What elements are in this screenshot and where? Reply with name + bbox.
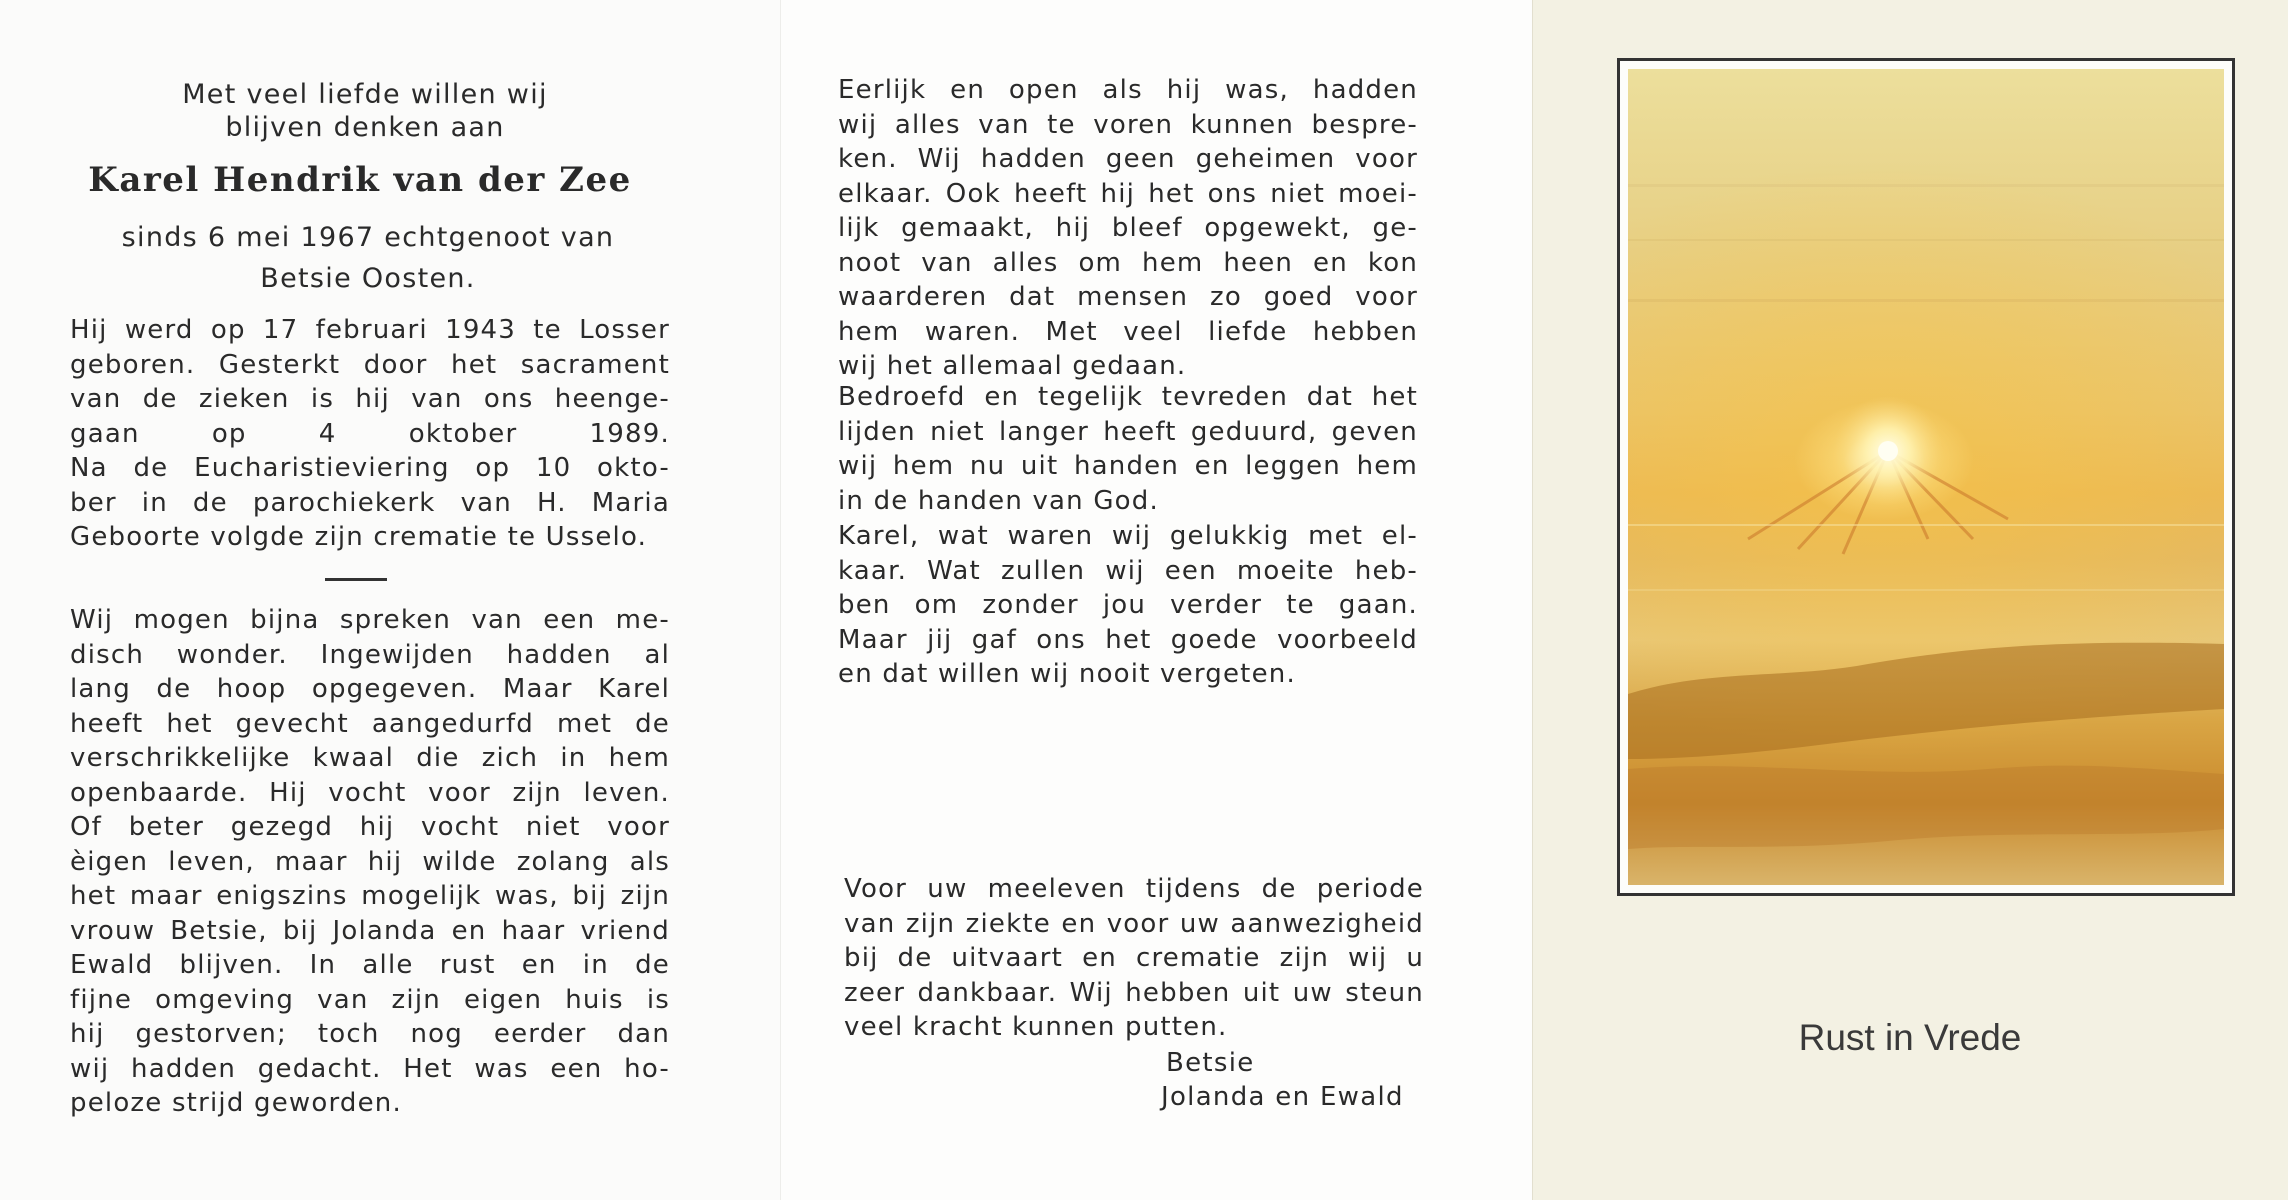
text-line: en dat willen wij nooit vergeten.	[838, 659, 1296, 689]
text-line: verschrikkelijke kwaal die zich in hem	[70, 743, 670, 773]
heading-line-1: Met veel liefde willen wij	[182, 79, 548, 110]
section-divider	[325, 578, 387, 581]
card-left-panel	[0, 0, 780, 1200]
text-line: zeer dankbaar. Wij hebben uit uw steun	[844, 977, 1424, 1008]
text-line: Maar jij gaf ons het goede voorbeeld	[838, 624, 1418, 655]
text-line: Bedroefd en tegelijk tevreden dat het	[838, 382, 1418, 412]
text-line: Voor uw meeleven tijdens de periode	[844, 874, 1424, 904]
text-line: van de zieken is hij van ons heenge-	[70, 384, 670, 414]
text-line: lijk gemaakt, hij bleef opgewekt, ge-	[838, 213, 1418, 243]
text-line: Na de Eucharistieviering op 10 okto-	[70, 453, 670, 483]
text-line: noot van alles om hem heen en kon	[838, 247, 1418, 278]
signature-jolanda-ewald: Jolanda en Ewald	[1161, 1082, 1404, 1112]
text-line: van zijn ziekte en voor uw aanwezigheid	[844, 908, 1424, 939]
text-line: geboren. Gesterkt door het sacrament	[70, 349, 670, 380]
rust-in-vrede-caption: Rust in Vrede	[1798, 1017, 2022, 1058]
text-line: ken. Wij hadden geen geheimen voor	[838, 144, 1418, 174]
text-line: kaar. Wat zullen wij een moeite heb-	[838, 555, 1418, 586]
text-line: Geboorte volgde zijn crematie te Usselo.	[70, 522, 648, 552]
remembrance-paragraph-3	[838, 519, 1418, 692]
text-line: wij hadden gedacht. Het was een ho-	[70, 1053, 670, 1084]
photo-frame	[1617, 58, 2235, 896]
text-line: veel kracht kunnen putten.	[844, 1012, 1228, 1042]
text-line: waarderen dat mensen zo goed voor	[838, 282, 1418, 312]
text-line: elkaar. Ook heeft hij het ons niet moei-	[838, 178, 1418, 209]
text-line: hem waren. Met veel liefde hebben	[838, 316, 1418, 347]
text-line: Hij werd op 17 februari 1943 te Losser	[70, 315, 670, 345]
text-line: ber in de parochiekerk van H. Maria	[70, 487, 670, 518]
thanks-paragraph	[844, 872, 1424, 1045]
biography-paragraph	[70, 313, 670, 555]
text-line: wij het allemaal gedaan.	[838, 351, 1187, 381]
text-line: èigen leven, maar hij wilde zolang als	[70, 846, 670, 877]
text-line: in de handen van God.	[838, 485, 1159, 516]
text-line: wij hem nu uit handen en leggen hem	[838, 451, 1418, 481]
text-line: heeft het gevecht aangedurfd met de	[70, 708, 670, 739]
text-line: lijden niet langer heeft geduurd, geven	[838, 416, 1418, 447]
text-line: fijne omgeving van zijn eigen huis is	[70, 984, 670, 1015]
text-line: Ewald blijven. In alle rust en in de	[70, 950, 670, 980]
text-line: Karel, wat waren wij gelukkig met el-	[838, 521, 1418, 551]
signature-betsie: Betsie	[1166, 1048, 1255, 1078]
text-line: Wij mogen bijna spreken van een me-	[70, 605, 670, 635]
text-line: disch wonder. Ingewijden hadden al	[70, 639, 670, 670]
text-line: peloze strijd geworden.	[70, 1088, 402, 1118]
text-line: lang de hoop opgegeven. Maar Karel	[70, 674, 670, 704]
spouse-line-2: Betsie Oosten.	[260, 263, 476, 294]
text-line: Of beter gezegd hij vocht niet voor	[70, 812, 670, 842]
card-middle-panel	[780, 0, 1533, 1200]
remembrance-paragraph-1	[838, 73, 1418, 384]
spouse-line-1: sinds 6 mei 1967 echtgenoot van	[121, 222, 615, 253]
text-line: wij alles van te voren kunnen bespre-	[838, 109, 1418, 140]
text-line: ben om zonder jou verder te gaan.	[838, 590, 1418, 620]
text-line: openbaarde. Hij vocht voor zijn leven.	[70, 777, 670, 808]
text-line: Eerlijk en open als hij was, hadden	[838, 75, 1418, 105]
text-line: gaan op 4 oktober 1989.	[70, 418, 670, 449]
deceased-name: Karel Hendrik van der Zee	[88, 160, 632, 200]
remembrance-paragraph-2	[838, 380, 1418, 518]
heading-line-2: blijven denken aan	[225, 112, 505, 143]
sun-rays	[1628, 69, 2224, 885]
text-line: het maar enigszins mogelijk was, bij zijn	[70, 881, 670, 911]
text-line: bij de uitvaart en crematie zijn wij u	[844, 943, 1424, 973]
text-line: hij gestorven; toch nog eerder dan	[70, 1019, 670, 1049]
sunset-photo	[1628, 69, 2224, 885]
text-line: vrouw Betsie, bij Jolanda en haar vriend	[70, 915, 670, 946]
tribute-paragraph	[70, 603, 670, 1121]
